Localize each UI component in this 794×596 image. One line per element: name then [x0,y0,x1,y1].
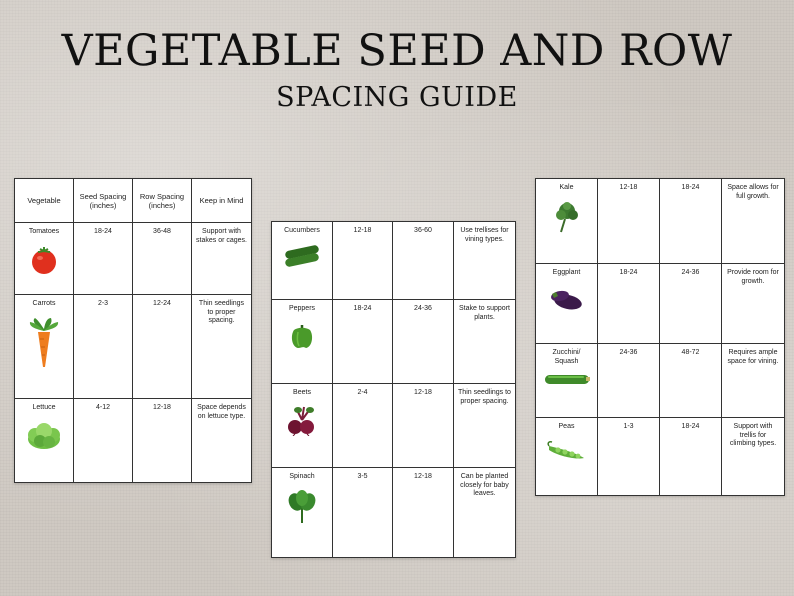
vegetable-name: Cucumbers [284,227,320,234]
peas-icon [546,440,588,462]
seed-spacing: 24-36 [598,344,660,418]
beet-icon [282,406,322,436]
seed-spacing: 18-24 [598,264,660,344]
seed-spacing: 4-12 [74,399,133,483]
row-spacing: 36-60 [393,222,454,300]
eggplant-icon [549,286,585,312]
lettuce-icon [26,421,62,451]
keep-in-mind-note: Thin seedlings to proper spacing. [454,384,516,468]
table-row [272,468,516,558]
row-spacing: 18-24 [660,418,722,496]
table-row [536,264,785,344]
vegetable-name: Tomatoes [28,228,60,235]
keep-in-mind-note: Use trellises for vining types. [454,222,516,300]
vegetable-name: Lettuce [32,404,56,411]
row-spacing: 12-18 [393,468,454,558]
table-row [536,344,785,418]
table-row [272,384,516,468]
seed-spacing: 18-24 [333,300,393,384]
vegetable-name: Beets [293,389,311,396]
seed-spacing: 1-3 [598,418,660,496]
carrot-icon [27,317,61,369]
keep-in-mind-note: Support with trellis for climbing types. [722,418,785,496]
vegetable-name: Peas [558,423,575,430]
vegetable-name: Carrots [32,300,56,307]
keep-in-mind-note: Thin seedlings to proper spacing. [192,295,252,399]
pepper-icon [289,322,315,350]
vegetable-name: Kale [559,184,574,191]
table-row [15,295,252,399]
row-spacing: 24-36 [660,264,722,344]
spacing-table-3 [535,178,785,496]
page-subtitle: SPACING GUIDE [276,82,518,113]
vegetable-name: Eggplant [552,269,581,276]
seed-spacing: 2-3 [74,295,133,399]
header-vegetable: Vegetable [15,179,74,223]
table-row [15,223,252,295]
row-spacing: 12-18 [393,384,454,468]
kale-icon [553,201,581,233]
table-row [15,399,252,483]
tomato-icon [29,245,59,275]
keep-in-mind-note: Space depends on lettuce type. [192,399,252,483]
row-spacing: 12-18 [133,399,192,483]
spacing-table-1 [14,178,252,483]
vegetable-name: Spinach [289,473,315,480]
seed-spacing: 12-18 [598,179,660,264]
spacing-table-2 [271,221,516,558]
seed-spacing: 18-24 [74,223,133,295]
table-row [536,418,785,496]
row-spacing: 24-36 [393,300,454,384]
keep-in-mind-note: Can be planted closely for baby leaves. [454,468,516,558]
cucumber-icon [282,244,322,270]
row-spacing: 18-24 [660,179,722,264]
spinach-icon [288,490,316,524]
page-title: VEGETABLE SEED AND ROW [61,26,733,76]
header-keep-in-mind: Keep in Mind [192,179,252,223]
seed-spacing: 12-18 [333,222,393,300]
header-seed-spacing: Seed Spacing (inches) [74,179,133,223]
table-row [272,222,516,300]
seed-spacing: 2-4 [333,384,393,468]
row-spacing: 48-72 [660,344,722,418]
row-spacing: 12-24 [133,295,192,399]
vegetable-name: Zucchini/ Squash [552,349,581,365]
table-row [272,300,516,384]
zucchini-icon [544,372,590,386]
keep-in-mind-note: Space allows for full growth. [722,179,785,264]
vegetable-name: Peppers [288,305,316,312]
keep-in-mind-note: Stake to support plants. [454,300,516,384]
keep-in-mind-note: Support with stakes or cages. [192,223,252,295]
row-spacing: 36-48 [133,223,192,295]
keep-in-mind-note: Requires ample space for vining. [722,344,785,418]
header-row-spacing: Row Spacing (inches) [133,179,192,223]
keep-in-mind-note: Provide room for growth. [722,264,785,344]
table-row [536,179,785,264]
seed-spacing: 3-5 [333,468,393,558]
